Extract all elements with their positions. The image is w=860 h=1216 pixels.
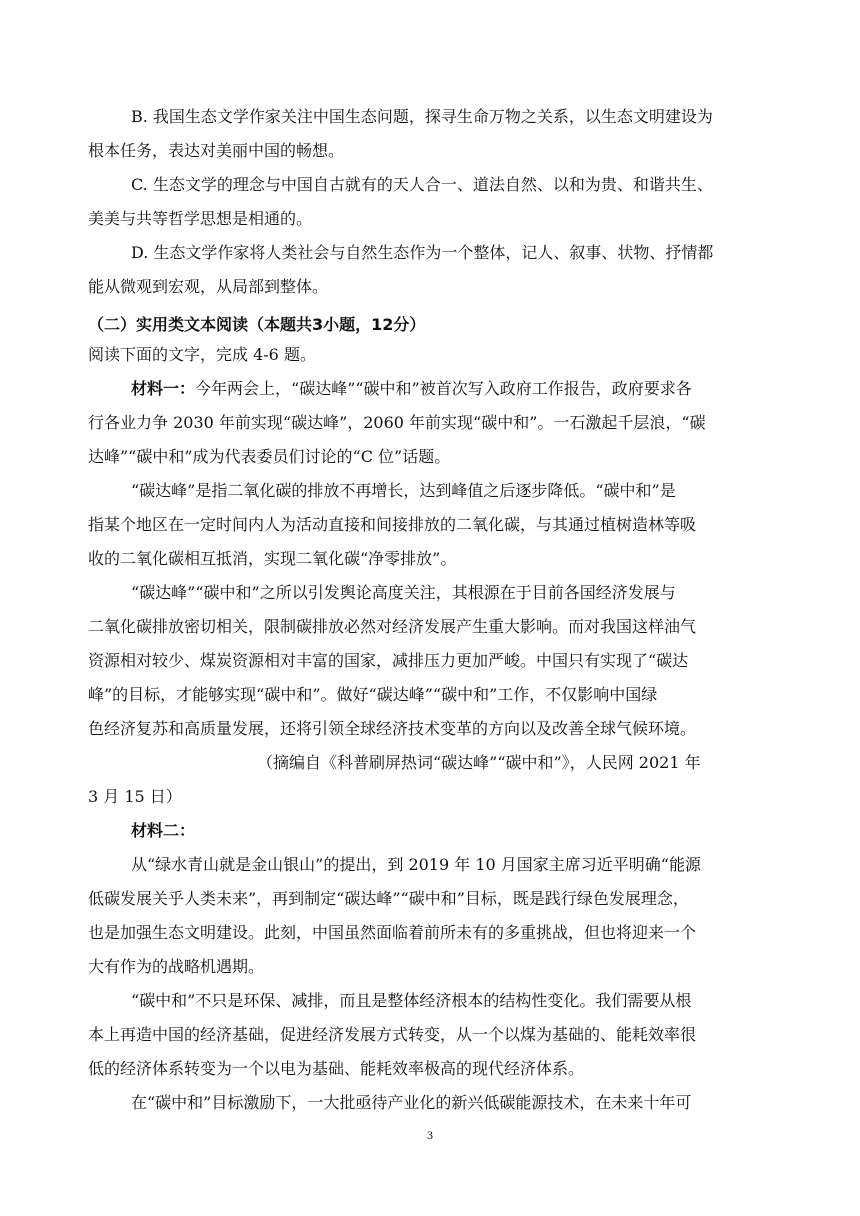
instruction: 阅读下面的文字，完成 4-6 题。 [88, 345, 316, 364]
material1-label: 材料一： [131, 379, 196, 398]
page-number: 3 [427, 1128, 433, 1142]
material1-paragraph1-line-1: 材料一：今年两会上，“碳达峰”“碳中和”被首次写入政府工作报告，政府要求各 [131, 379, 692, 398]
material2-paragraph3-line-1: 在“碳中和”目标激励下，一大批亟待产业化的新兴低碳能源技术，在未来十年可 [131, 1093, 692, 1112]
material1-paragraph1-line-3: 达峰”“碳中和”成为代表委员们讨论的“C 位”话题。 [88, 447, 451, 466]
material1-paragraph3-line-1: “碳达峰”“碳中和”之所以引发舆论高度关注，其根源在于目前各国经济发展与 [131, 583, 676, 602]
option-c-line-2: 美美与共等哲学思想是相通的。 [88, 209, 313, 228]
material2-paragraph1-line-3: 也是加强生态文明建设。此刻，中国虽然面临着前所未有的多重挑战，但也将迎来一个 [88, 923, 697, 942]
material1-source-line-1: （摘编自《科普刷屏热词“碳达峰”“碳中和”》，人民网 2021 年 [257, 753, 701, 772]
material1-paragraph1-line-2: 行各业力争 2030 年前实现“碳达峰”，2060 年前实现“碳中和”。一石激起千层浪，“碳 [88, 413, 706, 432]
material1-paragraph3-line-4: 峰”的目标，才能够实现“碳中和”。做好“碳达峰”“碳中和”工作，不仅影响中国绿 [88, 685, 658, 704]
material2-paragraph1-line-4: 大有作为的战略机遇期。 [88, 957, 265, 976]
option-d-line-2: 能从微观到宏观，从局部到整体。 [88, 277, 329, 296]
material1-paragraph2-line-1: “碳达峰”是指二氧化碳的排放不再增长，达到峰值之后逐步降低。“碳中和”是 [131, 481, 676, 500]
option-b-line-1: B. 我国生态文学作家关注中国生态问题，探寻生命万物之关系，以生态文明建设为 [131, 107, 713, 126]
material2-paragraph2-line-1: “碳中和”不只是环保、减排，而且是整体经济根本的结构性变化。我们需要从根 [131, 991, 692, 1010]
material2-paragraph2-line-3: 低的经济体系转变为一个以电为基础、能耗效率极高的现代经济体系。 [88, 1059, 585, 1078]
option-d-line-1: D. 生态文学作家将人类社会与自然生态作为一个整体，记人、叙事、状物、抒情都 [131, 243, 714, 262]
option-c-line-1: C. 生态文学的理念与中国自古就有的天人合一、道法自然、以和为贵、和谐共生、 [131, 175, 713, 194]
material1-paragraph3-line-2: 二氧化碳排放密切相关，限制碳排放必然对经济发展产生重大影响。而对我国这样油气 [88, 617, 697, 636]
material2-label: 材料二： [131, 821, 196, 840]
material1-paragraph3-line-5: 色经济复苏和高质量发展，还将引领全球经济技术变革的方向以及改善全球气候环境。 [88, 719, 697, 738]
material1-paragraph2-line-3: 收的二氧化碳相互抵消，实现二氧化碳“净零排放”。 [88, 549, 457, 568]
material2-paragraph1-line-2: 低碳发展关乎人类未来”，再到制定“碳达峰”“碳中和”目标，既是践行绿色发展理念， [88, 889, 689, 908]
material2-paragraph1-line-1: 从“绿水青山就是金山银山”的提出，到 2019 年 10 月国家主席习近平明确“能源 [131, 855, 701, 874]
material2-paragraph2-line-2: 本上再造中国的经济基础，促进经济发展方式转变，从一个以煤为基础的、能耗效率很 [88, 1025, 697, 1044]
material1-paragraph3-line-3: 资源相对较少、煤炭资源相对丰富的国家，减排压力更加严峻。中国只有实现了“碳达 [88, 651, 689, 670]
material1-source-line-2: 3 月 15 日） [88, 787, 182, 806]
option-b-line-2: 根本任务，表达对美丽中国的畅想。 [88, 141, 345, 160]
section-heading: （二）实用类文本阅读（本题共3小题，12分） [88, 315, 426, 334]
material1-paragraph2-line-2: 指某个地区在一定时间内人为活动直接和间接排放的二氧化碳，与其通过植树造林等吸 [88, 515, 697, 534]
